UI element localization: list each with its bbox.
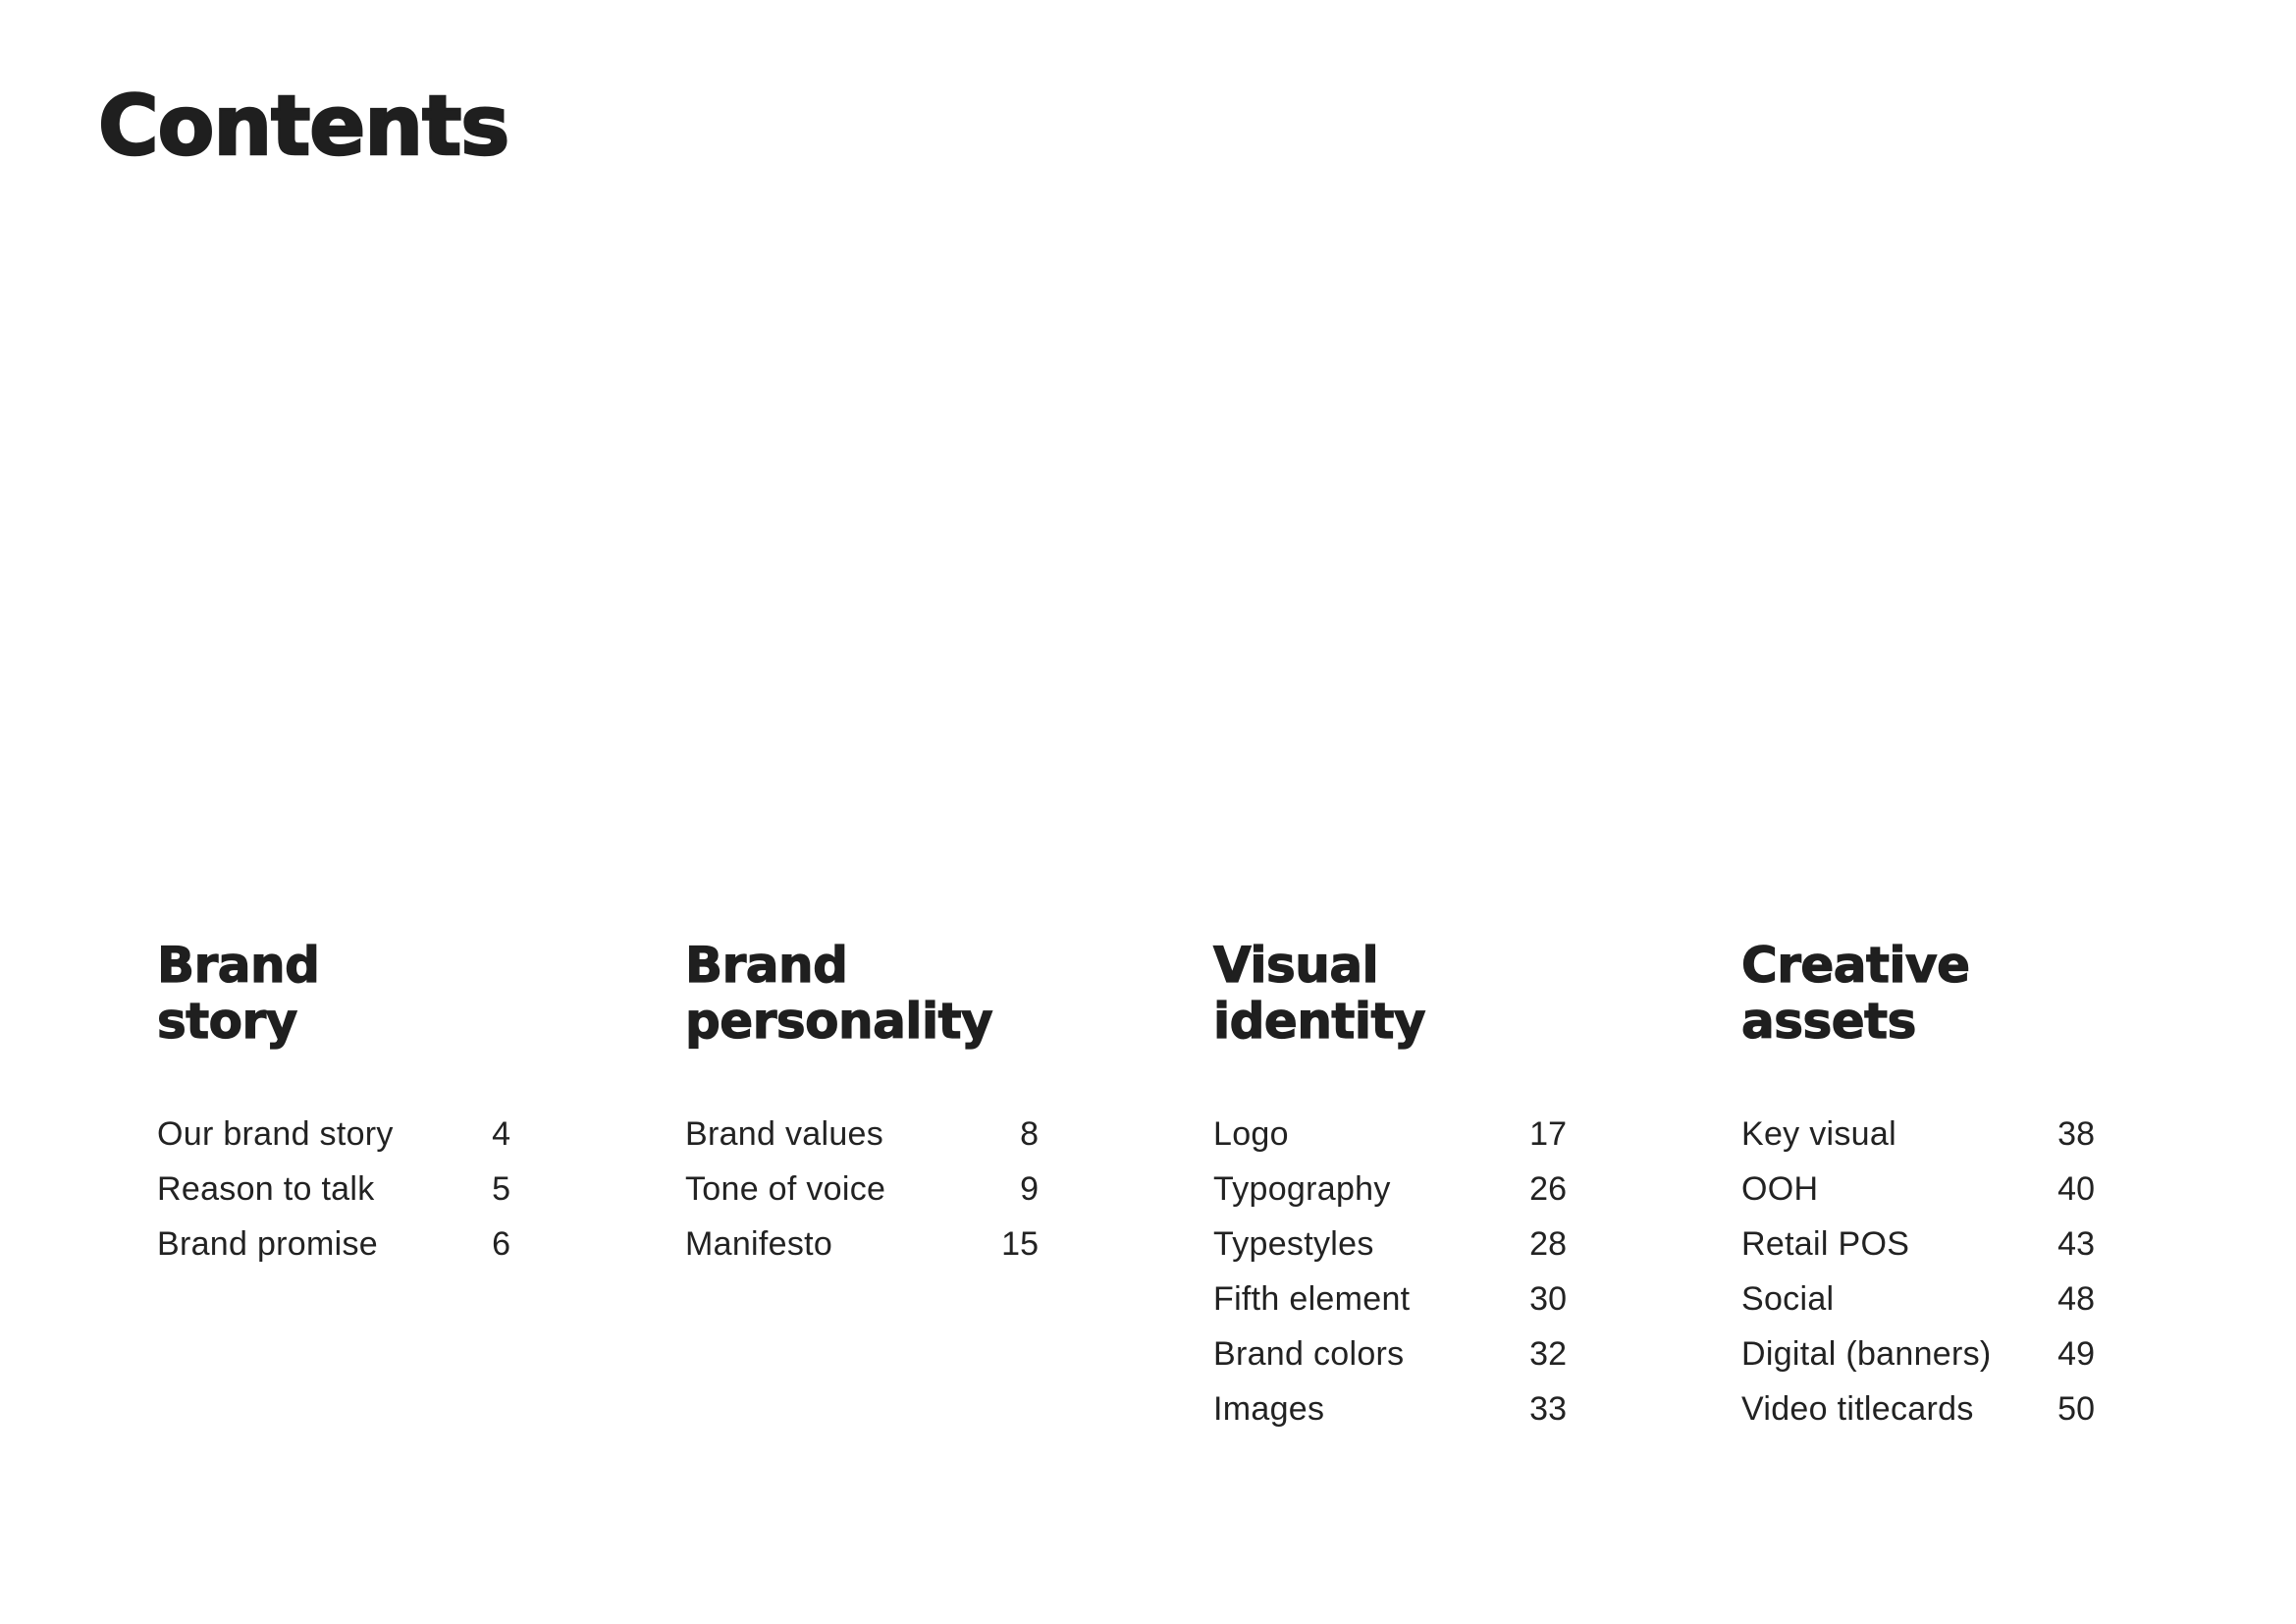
toc-item-page-number: 5 (492, 1169, 510, 1208)
section-brand-personality (685, 937, 1039, 1263)
section-brand-story (157, 937, 510, 1263)
toc-item-social[interactable] (1741, 1272, 2095, 1326)
toc-item-page-number: 50 (2057, 1389, 2095, 1428)
toc-item-brand-colors[interactable] (1213, 1326, 1567, 1381)
toc-item-key-visual[interactable] (1741, 1107, 2095, 1162)
toc-item-page-number: 6 (492, 1224, 510, 1263)
toc-list (1741, 1107, 2095, 1436)
section-heading-line: story (157, 993, 297, 1050)
section-heading-line: Creative (1741, 937, 1970, 994)
toc-item-label: Tone of voice (685, 1169, 886, 1208)
section-heading (1741, 938, 2095, 1050)
toc-list (1213, 1107, 1567, 1436)
toc-item-label: Brand values (685, 1114, 884, 1153)
toc-item-label: Retail POS (1741, 1224, 1910, 1263)
section-heading (685, 938, 1039, 1050)
toc-item-label: Manifesto (685, 1224, 833, 1263)
toc-item-label: Social (1741, 1279, 1835, 1318)
toc-item-our-brand-story[interactable] (157, 1107, 510, 1162)
toc-item-label: Fifth element (1213, 1279, 1411, 1318)
toc-item-page-number: 40 (2057, 1169, 2095, 1208)
section-visual-identity (1213, 937, 1567, 1428)
toc-item-page-number: 32 (1529, 1334, 1567, 1373)
toc-item-label: Digital (banners) (1741, 1334, 1992, 1373)
section-heading-line: personality (685, 993, 993, 1050)
toc-item-ooh[interactable] (1741, 1162, 2095, 1217)
toc-list (157, 1107, 510, 1272)
toc-item-retail-pos[interactable] (1741, 1217, 2095, 1272)
toc-item-label: Images (1213, 1389, 1325, 1428)
toc-item-page-number: 49 (2057, 1334, 2095, 1373)
toc-item-label: Key visual (1741, 1114, 1896, 1153)
section-heading-line: Brand (685, 937, 848, 994)
toc-item-tone-of-voice[interactable] (685, 1162, 1039, 1217)
toc-item-brand-values[interactable] (685, 1107, 1039, 1162)
toc-item-images[interactable] (1213, 1381, 1567, 1436)
toc-item-logo[interactable] (1213, 1107, 1567, 1162)
toc-item-page-number: 43 (2057, 1224, 2095, 1263)
toc-item-label: Typestyles (1213, 1224, 1374, 1263)
toc-item-page-number: 48 (2057, 1279, 2095, 1318)
toc-item-page-number: 4 (492, 1114, 510, 1153)
toc-item-label: Typography (1213, 1169, 1391, 1208)
toc-item-digital-banners[interactable] (1741, 1326, 2095, 1381)
toc-item-page-number: 15 (1001, 1224, 1039, 1263)
section-heading-line: identity (1213, 993, 1425, 1050)
toc-item-page-number: 17 (1529, 1114, 1567, 1153)
toc-item-label: Brand colors (1213, 1334, 1405, 1373)
section-heading (157, 938, 510, 1050)
toc-item-label: Logo (1213, 1114, 1289, 1153)
section-heading (1213, 938, 1567, 1050)
section-heading-line: Brand (157, 937, 320, 994)
toc-item-page-number: 26 (1529, 1169, 1567, 1208)
toc-item-brand-promise[interactable] (157, 1217, 510, 1272)
section-heading-line: assets (1741, 993, 1916, 1050)
toc-item-label: OOH (1741, 1169, 1819, 1208)
toc-item-typestyles[interactable] (1213, 1217, 1567, 1272)
toc-item-reason-to-talk[interactable] (157, 1162, 510, 1217)
toc-item-label: Video titlecards (1741, 1389, 1974, 1428)
toc-item-page-number: 8 (1020, 1114, 1039, 1153)
toc-item-video-titlecards[interactable] (1741, 1381, 2095, 1436)
toc-item-page-number: 33 (1529, 1389, 1567, 1428)
toc-item-label: Our brand story (157, 1114, 394, 1153)
page-title: Contents (98, 78, 509, 174)
section-heading-line: Visual (1213, 937, 1379, 994)
toc-item-page-number: 38 (2057, 1114, 2095, 1153)
contents-columns (157, 938, 2120, 1488)
toc-item-label: Reason to talk (157, 1169, 375, 1208)
toc-item-fifth-element[interactable] (1213, 1272, 1567, 1326)
toc-item-typography[interactable] (1213, 1162, 1567, 1217)
toc-item-label: Brand promise (157, 1224, 378, 1263)
toc-item-page-number: 28 (1529, 1224, 1567, 1263)
toc-item-page-number: 9 (1020, 1169, 1039, 1208)
toc-item-manifesto[interactable] (685, 1217, 1039, 1272)
toc-item-page-number: 30 (1529, 1279, 1567, 1318)
toc-list (685, 1107, 1039, 1272)
section-creative-assets (1741, 937, 2095, 1428)
